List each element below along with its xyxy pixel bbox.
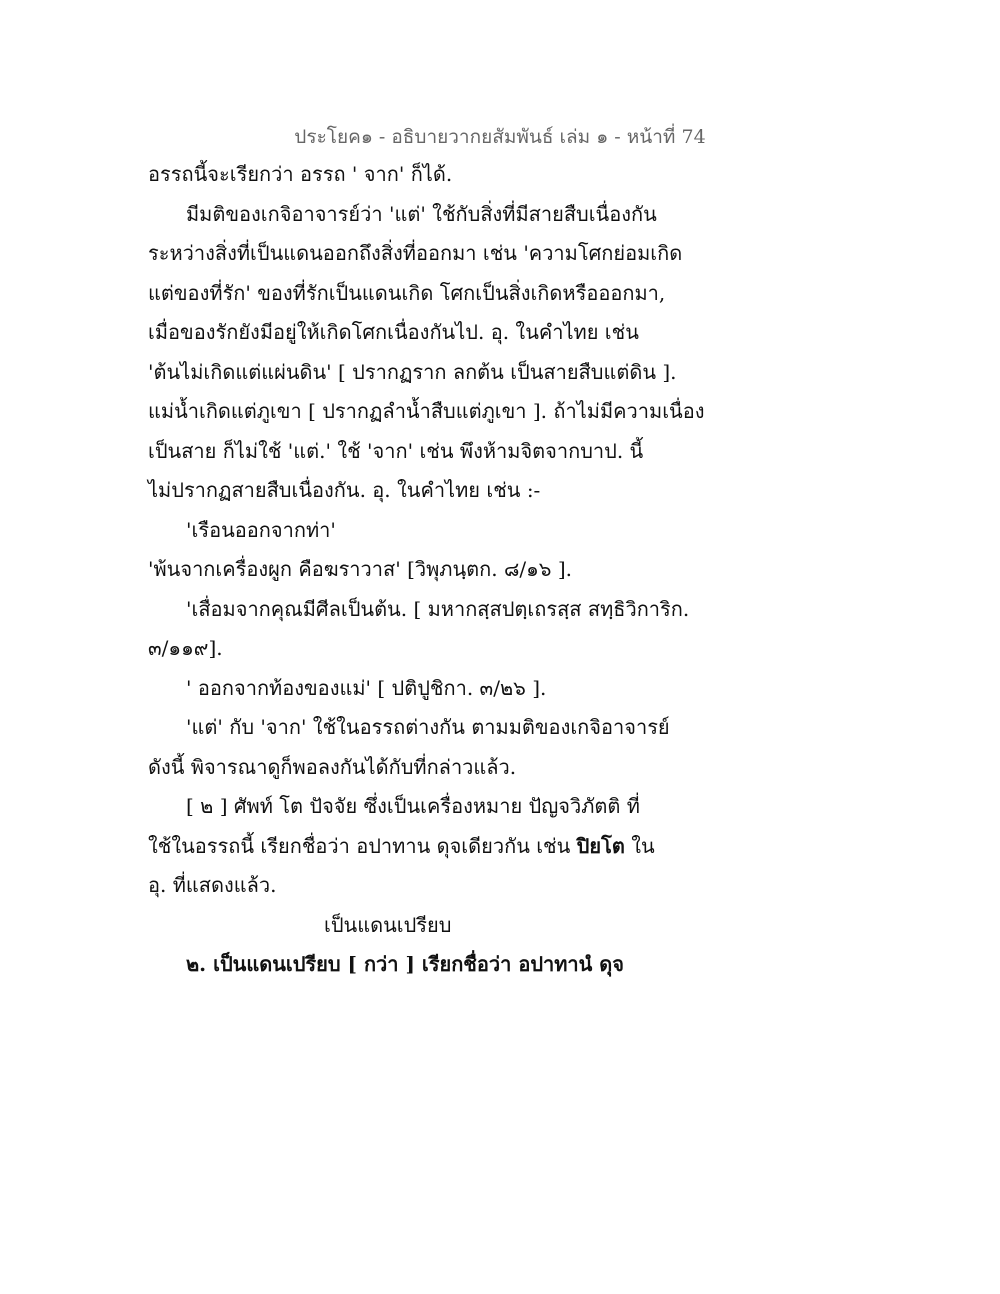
text-line: [ ๒ ] ศัพท์ โต ปัจจัย ซึ่งเป็นเครื่องหมาย ปัญจวิภัตติ ที่ <box>186 794 640 818</box>
text-line: เป็นสาย ก็ไม่ใช้ 'แต่.' ใช้ 'จาก' เช่น พึงห้ามจิตจากบาป. นี้ <box>148 438 644 463</box>
running-header <box>0 122 1000 152</box>
text-line: ไม่ปรากฏสายสืบเนื่องกัน. อุ. ในคำไทย เช่น :- <box>148 478 541 502</box>
section-heading: เป็นแดนเปรียบ <box>324 912 452 937</box>
text-line: ดังนี้ พิจารณาดูก็พอลงกันได้กับที่กล่าวแล้ว. <box>148 754 517 779</box>
quote-line: 'เสื่อมจากคุณมีศีลเป็นต้น. [ มหากสฺสปตฺเถรสฺส สทฺธิวิการิก. <box>186 596 690 621</box>
quote-line: ' ออกจากท้องของแม่' [ ปติปูชิกา. ๓/๒๖ ]. <box>186 675 547 700</box>
text-line: อรรถนี้จะเรียกว่า อรรถ ' จาก' ก็ได้. <box>148 162 453 186</box>
text-segment: ใช้ในอรรถนี้ เรียกชื่อว่า อปาทาน ดุจเดียวกัน เช่น <box>148 833 571 858</box>
running-header-text: ประโยค๑ - อธิบายวากยสัมพันธ์ เล่ม ๑ - หน้าที่ 74 <box>294 126 706 148</box>
page-body <box>148 155 708 985</box>
text-line: แม่น้ำเกิดแต่ภูเขา [ ปรากฏลำน้ำสืบแต่ภูเขา ]. ถ้าไม่มีความเนื่อง <box>148 399 705 423</box>
text-line: ระหว่างสิ่งที่เป็นแดนออกถึงสิ่งที่ออกมา เช่น 'ความโศกย่อมเกิด <box>148 241 683 265</box>
text-line: ๓/๑๑๙]. <box>148 636 223 660</box>
numbered-heading: ๒. เป็นแดนเปรียบ [ กว่า ] เรียกชื่อว่า อปาทานํ ดุจ <box>186 952 625 976</box>
quote-line: 'พ้นจากเครื่องผูก คือฆราวาส' [วิพุภนฺตก. ๘/๑๖ ]. <box>148 557 573 581</box>
text-line: เมื่อของรักยังมีอยู่ให้เกิดโศกเนื่องกันไป. อุ. ในคำไทย เช่น <box>148 320 639 344</box>
text-line: 'แต่' กับ 'จาก' ใช้ในอรรถต่างกัน ตามมติของเกจิอาจารย์ <box>186 715 670 739</box>
text-line: แต่ของที่รัก' ของที่รักเป็นแดนเกิด โศกเป็นสิ่งเกิดหรือออกมา, <box>148 280 666 305</box>
text-line: มีมติของเกจิอาจารย์ว่า 'แต่' ใช้กับสิ่งที่มีสายสืบเนื่องกัน <box>186 201 657 226</box>
text-line <box>148 827 708 867</box>
text-line: 'ต้นไม่เกิดแต่แผ่นดิน' [ ปรากฏราก ลกต้น เป็นสายสืบแต่ดิน ]. <box>148 359 677 384</box>
bold-term: ปิยโต <box>576 833 625 858</box>
text-segment: ใน <box>631 833 655 858</box>
quote-line: 'เรือนออกจากท่า' <box>186 517 336 542</box>
text-line: อุ. ที่แสดงแล้ว. <box>148 873 277 897</box>
